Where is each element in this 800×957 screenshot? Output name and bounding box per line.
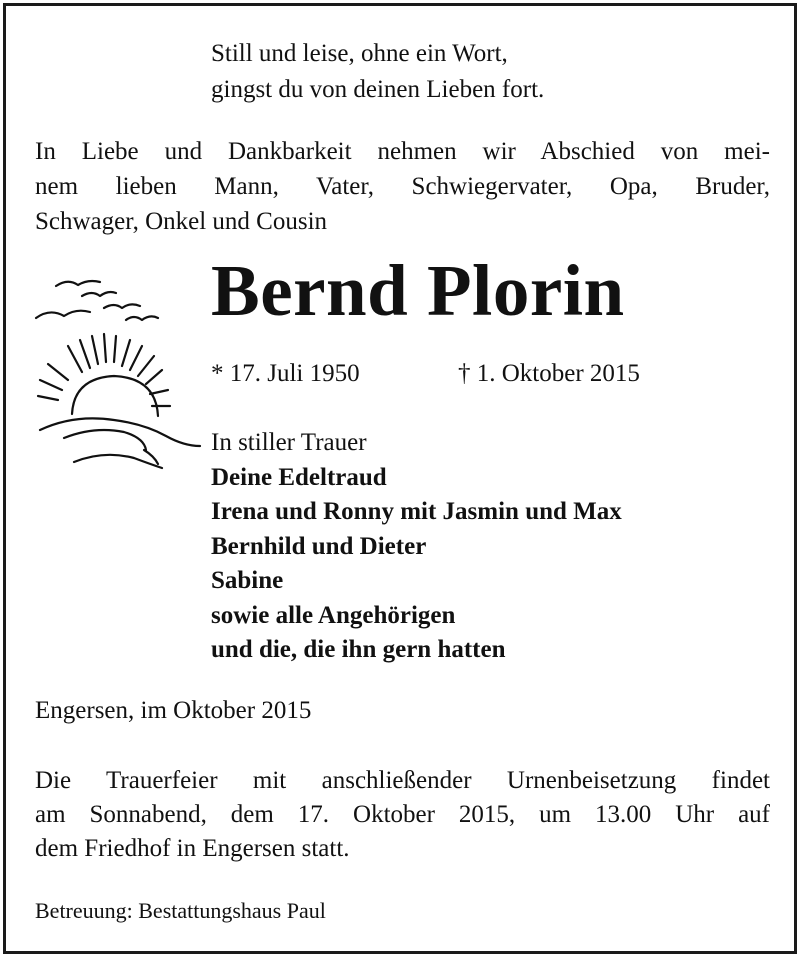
mourners xyxy=(211,426,622,668)
funeral-home: Betreuung: Bestattungshaus Paul xyxy=(35,898,326,923)
intro-text xyxy=(35,134,770,239)
mourners-heading: In stiller Trauer xyxy=(211,429,367,456)
mourner-name: Bernhild und Dieter xyxy=(211,532,427,560)
poem-line: gingst du von deinen Lieben fort. xyxy=(211,76,545,103)
mourner-name: und die, die ihn gern hatten xyxy=(211,636,506,663)
poem-line: Still und leise, ohne ein Wort, xyxy=(211,40,508,67)
sunset-birds-icon xyxy=(34,274,204,474)
mourner-name: sowie alle Angehörigen xyxy=(211,601,456,629)
mourner-name: Deine Edeltraud xyxy=(211,463,387,491)
ceremony-line: am Sonnabend, dem 17. Oktober 2015, um 13.00 Uhr auf xyxy=(35,801,770,828)
place-date: Engersen, im Oktober 2015 xyxy=(35,697,312,724)
birth-date: * 17. Juli 1950 xyxy=(211,360,360,387)
intro-line: nem lieben Mann, Vater, Schwiegervater, Opa, Bruder, xyxy=(35,173,770,200)
intro-line: Schwager, Onkel und Cousin xyxy=(35,208,328,235)
ceremony-info xyxy=(35,764,770,866)
deceased-name: Bernd Plorin xyxy=(211,250,625,331)
ceremony-line: Die Trauerfeier mit anschließender Urnenbeisetzung findet xyxy=(35,767,770,794)
obituary-notice xyxy=(3,3,797,954)
mourner-name: Irena und Ronny mit Jasmin und Max xyxy=(211,498,622,525)
ceremony-line: dem Friedhof in Engersen statt. xyxy=(35,835,350,862)
death-date: † 1. Oktober 2015 xyxy=(458,360,640,387)
mourner-name: Sabine xyxy=(211,567,284,594)
intro-line: In Liebe und Dankbarkeit nehmen wir Abschied von mei- xyxy=(35,138,770,165)
poem xyxy=(211,36,544,108)
